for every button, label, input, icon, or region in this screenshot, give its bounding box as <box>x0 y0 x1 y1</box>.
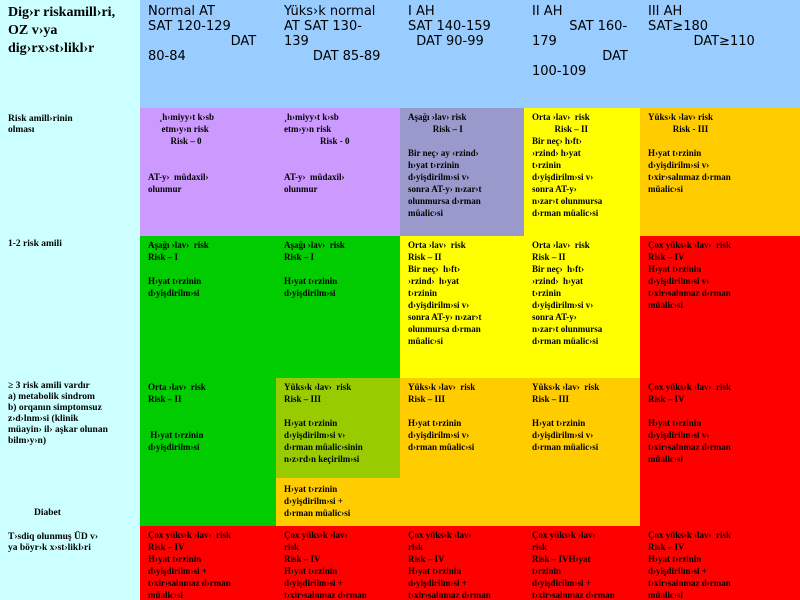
cell-text-line: Risk – III <box>284 394 322 404</box>
cell-text-line: Risk – I <box>284 252 315 262</box>
header-ah-1 <box>400 0 524 108</box>
cell-text-line: Dig›r risk <box>8 5 67 20</box>
cell-text-line: 139 <box>284 34 309 49</box>
cell-text-line: DAT 90-99 <box>408 34 484 49</box>
cell-text-line: Risk – IVH›yat <box>532 554 591 564</box>
cell-text-line: n›zar›t olunmursa <box>532 324 603 334</box>
cell-text-line: sonra AT-y› n›zar›t <box>408 184 482 194</box>
cell-text-line: Risk – II <box>532 124 589 134</box>
cell-text-line: Yüks›k ›lav› risk <box>284 382 352 392</box>
cell-text-line: Çox yüks›k ›lav› risk <box>648 382 732 392</box>
cell-text-line: Yüks›k ›lav› risk <box>648 112 714 122</box>
cell-text-line: olunmursa d›rman <box>408 324 481 334</box>
cell-text-line: müalic›si <box>408 336 443 346</box>
cell-text-line: d›yişdirilm›si + <box>648 566 707 576</box>
cell-text-line: Orta ›lav› risk <box>532 240 590 250</box>
cell-text-line: müalic›si <box>648 590 683 600</box>
cell-text-line: d›yişdirilm›si v› <box>532 172 594 182</box>
cell-text-line: n›zar›t olunmursa <box>532 196 603 206</box>
cell-text-line: ya böyr›k x›st›likl›ri <box>8 543 91 553</box>
cell-text-line: d›yişdirilm›si + <box>148 566 207 576</box>
cell-text-line: d›yişdirilm›si v› <box>408 172 470 182</box>
cell-text-line <box>284 147 392 159</box>
cell-text-line: SAT 140-159 <box>408 19 491 34</box>
cell-text-line: ¸h›miyy›t k›sb <box>284 112 339 122</box>
cell-text-line: bilm›y›n) <box>8 436 46 446</box>
cell-text-line: t›xir›salnmaz d›rman <box>648 578 731 588</box>
cell-text-line: H›yat t›rzinin <box>648 554 702 564</box>
cell-r4-ah2 <box>524 526 640 600</box>
cell-text-line: olması <box>8 125 35 135</box>
cell-text-line: Yüks›k ›lav› risk <box>408 382 476 392</box>
cell-text-line: d›yişdirilm›si v› <box>408 300 470 310</box>
cell-text-line: H›yat t›rzinin <box>648 148 702 158</box>
cell-text-line: Bir neç› h›ft› <box>408 264 461 274</box>
cell-text-line: d›yişdirilm›si v› <box>408 430 470 440</box>
cell-text-line: Risk – I <box>408 124 463 134</box>
cell-text-line: II AH <box>532 4 563 19</box>
cell-text-line: d›rman müalic›si <box>532 442 599 452</box>
cell-text-line <box>148 159 268 171</box>
cell-text-line: SAT 120-129 <box>148 19 231 34</box>
cell-text-line: H›yat t›rzinin <box>532 418 586 428</box>
cell-r2-ah2 <box>524 236 640 378</box>
cell-text-line: Risk – IV <box>648 394 685 404</box>
cell-text-line: H›yat t›rzinin <box>148 276 202 286</box>
cell-text-line: d›yişdirilm›si v› <box>532 300 594 310</box>
cell-r1-normal <box>140 108 276 236</box>
cell-text-line: Normal AT <box>148 4 215 19</box>
cell-text-line: 80-84 <box>148 49 186 64</box>
cell-text-line: d›yişdirilm›si + <box>284 496 343 506</box>
cell-text-line: d›rman müalic›si <box>532 336 599 346</box>
cell-text-line: sonra AT-y› <box>532 312 577 322</box>
cell-text-line: ya dig›r <box>8 23 58 56</box>
cell-text-line <box>148 417 268 429</box>
cell-text-line: Risk – 0 <box>148 136 202 146</box>
cell-text-line: Risk – III <box>532 394 570 404</box>
cell-text-line: H›yat t›rzinin <box>408 418 462 428</box>
cell-text-line: d›yişdirilm›si <box>148 442 200 452</box>
cell-text-line: t›rzinin <box>532 160 561 170</box>
cell-text-line: d›yişdirilm›si v› <box>532 430 594 440</box>
cell-text-line: Çox yüks›k ›lav› <box>408 530 472 540</box>
cell-text-line: Risk – IV <box>648 252 685 262</box>
cell-text-line: amill›ri, OZ v› <box>8 5 116 38</box>
cell-text-line: müalic›si <box>648 184 683 194</box>
cell-text-line: Risk – II <box>532 252 566 262</box>
cell-text-line: müalic›si <box>148 590 183 600</box>
cell-text-line: etm›y›n risk <box>148 124 209 134</box>
cell-text-line: z›d›lnm›si (klinik <box>8 414 79 424</box>
cell-text-line: SAT 160- <box>532 19 628 34</box>
cell-text-line: Yüks›k normal <box>284 4 376 19</box>
row-label-1-2-risk-factors <box>0 236 140 378</box>
cell-text-line <box>408 405 516 417</box>
cell-text-line: olunmursa d›rman <box>408 196 481 206</box>
cell-text-line: Aşağı ›lav› risk <box>408 112 467 122</box>
cell-text-line: sonra AT-y› n›zar›t <box>408 312 482 322</box>
cell-text-line: H›yat t›rzinin <box>148 430 204 440</box>
cell-text-line: Risk – II <box>148 394 182 404</box>
cell-text-line: ›rzind› h›yat <box>532 276 583 286</box>
cell-text-line: Çox yüks›k ›lav› <box>532 530 596 540</box>
cell-r4-ah1 <box>400 526 524 600</box>
cell-text-line: müalic›si <box>648 454 683 464</box>
cell-text-line: AT-y› müdaxil› <box>148 172 209 182</box>
cell-text-line: H›yat t›rzinin <box>148 554 202 564</box>
cell-r3-ah3 <box>640 378 800 526</box>
cell-text-line: AT SAT 130- <box>284 19 362 34</box>
cell-text-line: T›sdiq olunmuş ÜD v› <box>8 532 99 542</box>
cell-r4-normal <box>140 526 276 600</box>
cell-text-line: etm›y›n risk <box>284 124 332 134</box>
cell-text-line: H›yat t›rzinin <box>284 484 338 494</box>
cell-text-line: 179 <box>532 34 557 49</box>
cell-text-line <box>148 147 268 159</box>
cell-text-line: Aşağı ›lav› risk <box>284 240 345 250</box>
cell-text-line: d›yişdirilm›si v› <box>648 160 710 170</box>
cell-text-line: Bir neç› h›ft› <box>532 264 585 274</box>
cell-text-line <box>648 135 792 147</box>
cell-r3-normal <box>140 378 276 526</box>
header-normal-at <box>140 0 276 108</box>
cell-text-line: III AH <box>648 4 683 19</box>
cell-text-line: risk <box>284 542 300 552</box>
cell-text-line: t›xir›salnmaz d›rman <box>284 590 367 600</box>
cell-r2-high-normal <box>276 236 400 378</box>
cell-text-line: t›xir›salnmaz d›rman <box>532 590 615 600</box>
cell-text-line: d›yişdirilm›si <box>284 288 336 298</box>
cell-text-line <box>284 263 392 275</box>
cell-text-line: Risk – I <box>148 252 179 262</box>
cell-text-line: d›yişdirilm›si <box>148 288 200 298</box>
cell-text-line: Orta ›lav› risk <box>148 382 206 392</box>
cell-text-line: h›yat t›rzinin <box>408 160 460 170</box>
cell-text-line: Aşağı ›lav› risk <box>148 240 209 250</box>
cell-text-line <box>148 405 268 417</box>
cell-r1-ah2 <box>524 108 640 236</box>
cell-text-line: d›rman müalic›sinin <box>284 442 363 452</box>
cell-text-line: DAT 85-89 <box>284 49 381 64</box>
cell-text-line: Risk – IV <box>148 542 185 552</box>
cell-r1-ah1 <box>400 108 524 236</box>
cell-text-line: ≥ 3 risk amili vardır <box>8 381 90 391</box>
cell-text-line: Risk – IV <box>648 542 685 552</box>
header-ah-2 <box>524 0 640 108</box>
cell-text-line: d›yişdirilm›si + <box>532 578 591 588</box>
cell-text-line: Çox yüks›k ›lav› <box>284 530 348 540</box>
cell-text-line: SAT≥180 <box>648 19 709 34</box>
cell-text-line: Risk - 0 <box>284 136 350 146</box>
cell-r2-ah3 <box>640 236 800 378</box>
cell-r3-high-normal-diabetes <box>276 478 400 526</box>
cell-text-line: risk <box>408 542 424 552</box>
cell-text-line: H›yat t›rzinin <box>284 566 338 576</box>
cell-text-line: DAT≥110 <box>648 34 755 49</box>
cell-text-line: ¸h›miyy›t k›sb <box>148 112 215 122</box>
cell-text-line: b) orqanın simptomsuz <box>8 403 102 413</box>
cell-text-line: Çox yüks›k ›lav› risk <box>648 240 732 250</box>
cell-text-line: 100-109 <box>532 64 587 79</box>
cell-text-line: t›xir›salnmaz d›rman <box>148 578 231 588</box>
cell-r3-ah1 <box>400 378 524 526</box>
diabetes-label-text: Diabet <box>34 508 61 518</box>
cell-text-line: t›xir›salnmaz d›rman <box>648 442 731 452</box>
cell-text-line: d›rman müalic›si <box>284 508 351 518</box>
cell-text-line: müayin› il› aşkar olunan <box>8 425 108 435</box>
cell-text-line: d›rman müalic›si <box>532 208 599 218</box>
cell-text-line: H›yat t›rzinin <box>284 418 338 428</box>
cell-text-line: H›yat t›rzinin <box>648 264 702 274</box>
cell-text-line: d›yişdirilm›si v› <box>284 430 346 440</box>
cell-text-line: n›z›rd›n keçirilm›si <box>284 454 360 464</box>
cell-text-line: müalic›si <box>648 300 683 310</box>
cell-text-line: Risk amill›rinin <box>8 114 73 124</box>
row-label-3-plus-risk-factors <box>0 378 140 478</box>
cell-text-line: müalic›si <box>408 208 443 218</box>
header-corner-label <box>0 0 140 108</box>
cell-text-line: Çox yüks›k ›lav› risk <box>148 530 232 540</box>
cell-text-line: t›xir›salnmaz d›rman <box>648 172 731 182</box>
cell-r2-ah1 <box>400 236 524 378</box>
cell-text-line: DAT <box>148 34 257 49</box>
cell-text-line: Risk – IV <box>408 554 445 564</box>
cell-text-line <box>284 405 392 417</box>
cell-text-line: sonra AT-y› <box>532 184 577 194</box>
cell-text-line: H›yat t›rzinin <box>284 276 338 286</box>
cell-text-line: H›yat t›rzinin <box>408 566 462 576</box>
cell-text-line: t›rzinin <box>532 288 561 298</box>
cell-text-line: d›yişdirilm›si v› <box>648 276 710 286</box>
cell-text-line: Çox yüks›k ›lav› risk <box>648 530 732 540</box>
cell-r4-ah3 <box>640 526 800 600</box>
cell-text-line: d›yişdirilm›si + <box>408 578 467 588</box>
cell-r2-normal <box>140 236 276 378</box>
cell-text-line: Orta ›lav› risk <box>408 240 466 250</box>
cell-text-line: Orta ›lav› risk <box>532 112 590 122</box>
cell-text-line: t›xir›salnmaz d›rman <box>408 590 491 600</box>
cell-text-line <box>284 159 392 171</box>
cell-text-line: Risk – II <box>408 252 442 262</box>
cell-text-line: 1-2 risk amili <box>8 239 62 249</box>
cell-r4-high-normal <box>276 526 400 600</box>
cell-text-line: ›rzind› h›yat <box>408 276 459 286</box>
cell-text-line: DAT <box>532 49 628 64</box>
row-label-diabetes <box>0 478 140 526</box>
cell-text-line: Risk – IV <box>284 554 321 564</box>
cell-text-line: Yüks›k ›lav› risk <box>532 382 600 392</box>
cell-text-line: t›xir›salnmaz d›rman <box>648 288 731 298</box>
cell-text-line: risk <box>532 542 548 552</box>
cell-text-line <box>532 405 632 417</box>
cell-text-line <box>408 135 516 147</box>
cell-text-line: a) metabolik sindrom <box>8 392 95 402</box>
cell-text-line: d›rman müalic›si <box>408 442 475 452</box>
header-high-normal-at <box>276 0 400 108</box>
cell-text-line: Risk - III <box>648 124 709 134</box>
cell-r3-ah2 <box>524 378 640 526</box>
cell-text-line: AT-y› müdaxil› <box>284 172 345 182</box>
cell-text-line: olunmur <box>284 184 318 194</box>
cell-text-line: d›yişdirilm›si v› <box>648 430 710 440</box>
cell-text-line: H›yat t›rzinin <box>648 418 702 428</box>
cell-text-line <box>648 405 792 417</box>
header-ah-3 <box>640 0 800 108</box>
cell-r3-high-normal <box>276 378 400 478</box>
cell-text-line: Bir neç› ay ›rzind› <box>408 148 479 158</box>
cell-text-line <box>148 263 268 275</box>
cell-r1-high-normal <box>276 108 400 236</box>
cell-text-line: olunmur <box>148 184 182 194</box>
cell-text-line: I AH <box>408 4 435 19</box>
cell-text-line: Risk – III <box>408 394 446 404</box>
cell-text-line: x›st›likl›r <box>37 41 95 56</box>
cell-r1-ah3 <box>640 108 800 236</box>
row-label-confirmed-cvd <box>0 526 140 600</box>
cell-text-line: t›rzinin <box>532 566 561 576</box>
cell-text-line: Bir neç› h›ft› <box>532 136 582 146</box>
cell-text-line: t›rzinin <box>408 288 437 298</box>
cell-text-line: ›rzind› h›yat <box>532 148 581 158</box>
cell-text-line: d›yişdirilm›si + <box>284 578 343 588</box>
row-label-no-risk-factors <box>0 108 140 236</box>
